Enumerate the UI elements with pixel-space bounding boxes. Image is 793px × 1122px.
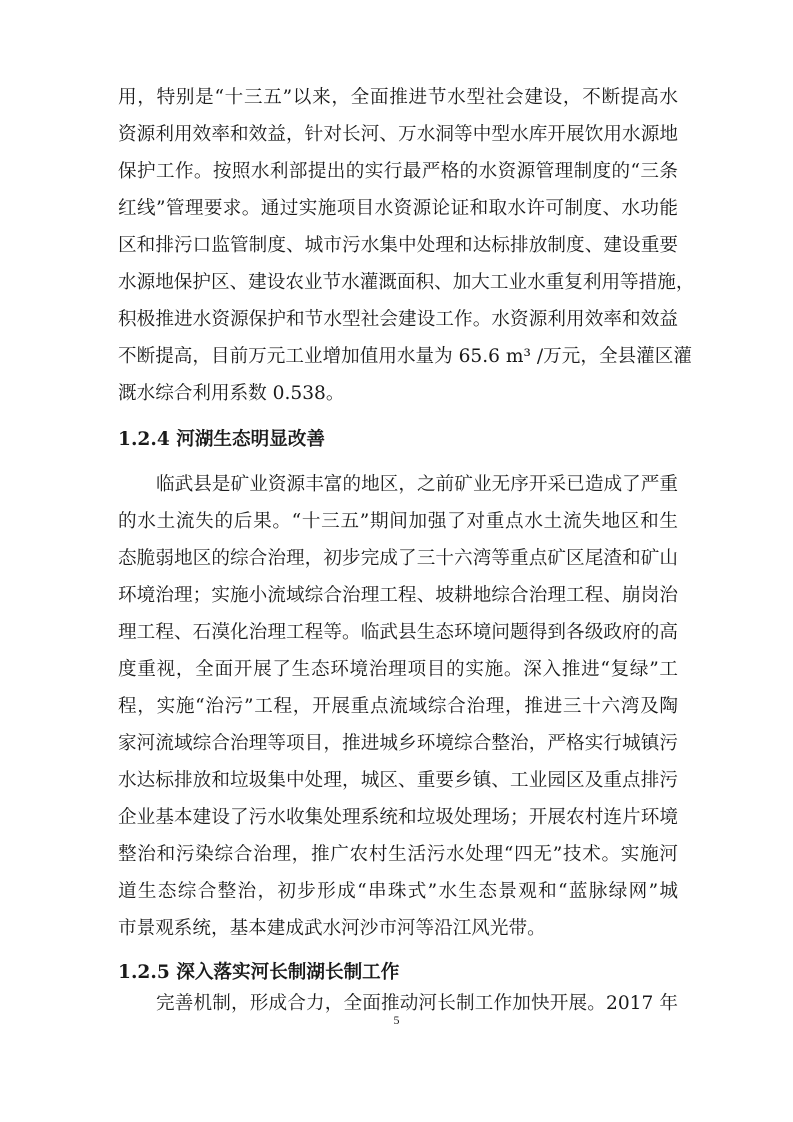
body-text-line: 态脆弱地区的综合治理，初步完成了三十六湾等重点矿区尾渣和矿山 bbox=[118, 548, 678, 569]
body-text-line: 水源地保护区、建设农业节水灌溉面积、加大工业水重复利用等措施， bbox=[118, 272, 695, 293]
body-text-line: 保护工作。按照水利部提出的实行最严格的水资源管理制度的“三条 bbox=[118, 161, 678, 182]
body-text-line: 积极推进水资源保护和节水型社会建设工作。水资源利用效率和效益 bbox=[118, 309, 678, 330]
body-text-line: 水达标排放和垃圾集中处理，城区、重要乡镇、工业园区及重点排污 bbox=[118, 770, 678, 791]
body-text-line: 程，实施“治污”工程，开展重点流域综合治理，推进三十六湾及陶 bbox=[118, 696, 678, 717]
body-text-line: 家河流域综合治理等项目，推进城乡环境综合整治，严格实行城镇污 bbox=[118, 733, 678, 754]
body-text-line: 市景观系统，基本建成武水河沙市河等沿江风光带。 bbox=[118, 918, 546, 939]
page-number: 5 bbox=[393, 1013, 400, 1027]
body-text-line: 红线”管理要求。通过实施项目水资源论证和取水许可制度、水功能 bbox=[118, 198, 678, 219]
section-heading: 1.2.4 河湖生态明显改善 bbox=[118, 429, 325, 450]
body-text-line: 企业基本建设了污水收集处理系统和垃圾处理场；开展农村连片环境 bbox=[118, 807, 678, 828]
body-text-line: 临武县是矿业资源丰富的地区，之前矿业无序开采已造成了严重 bbox=[156, 474, 678, 495]
body-text-line: 溉水综合利用系数 0.538。 bbox=[118, 383, 345, 404]
body-text-line: 区和排污口监管制度、城市污水集中处理和达标排放制度、建设重要 bbox=[118, 235, 678, 256]
body-text-line: 理工程、石漠化治理工程等。临武县生态环境问题得到各级政府的高 bbox=[118, 622, 678, 643]
body-text-line: 环境治理；实施小流域综合治理工程、坡耕地综合治理工程、崩岗治 bbox=[118, 585, 678, 606]
body-text-line: 的水土流失的后果。“十三五”期间加强了对重点水土流失地区和生 bbox=[118, 511, 678, 532]
body-text-line: 道生态综合整治，初步形成“串珠式”水生态景观和“蓝脉绿网”城 bbox=[118, 881, 678, 902]
body-text-line: 完善机制，形成合力，全面推动河长制工作加快开展。2017 年 bbox=[156, 993, 678, 1014]
body-text-line: 用，特别是“十三五”以来，全面推进节水型社会建设，不断提高水 bbox=[118, 87, 678, 108]
body-text-line: 度重视，全面开展了生态环境治理项目的实施。深入推进“复绿”工 bbox=[118, 659, 678, 680]
body-text-line: 不断提高，目前万元工业增加值用水量为 65.6 m³ /万元，全县灌区灌 bbox=[118, 346, 692, 367]
section-heading: 1.2.5 深入落实河长制湖长制工作 bbox=[118, 962, 400, 983]
body-text-line: 整治和污染综合治理，推广农村生活污水处理“四无”技术。实施河 bbox=[118, 844, 678, 865]
body-text-line: 资源利用效率和效益，针对长河、万水洞等中型水库开展饮用水源地 bbox=[118, 124, 678, 145]
